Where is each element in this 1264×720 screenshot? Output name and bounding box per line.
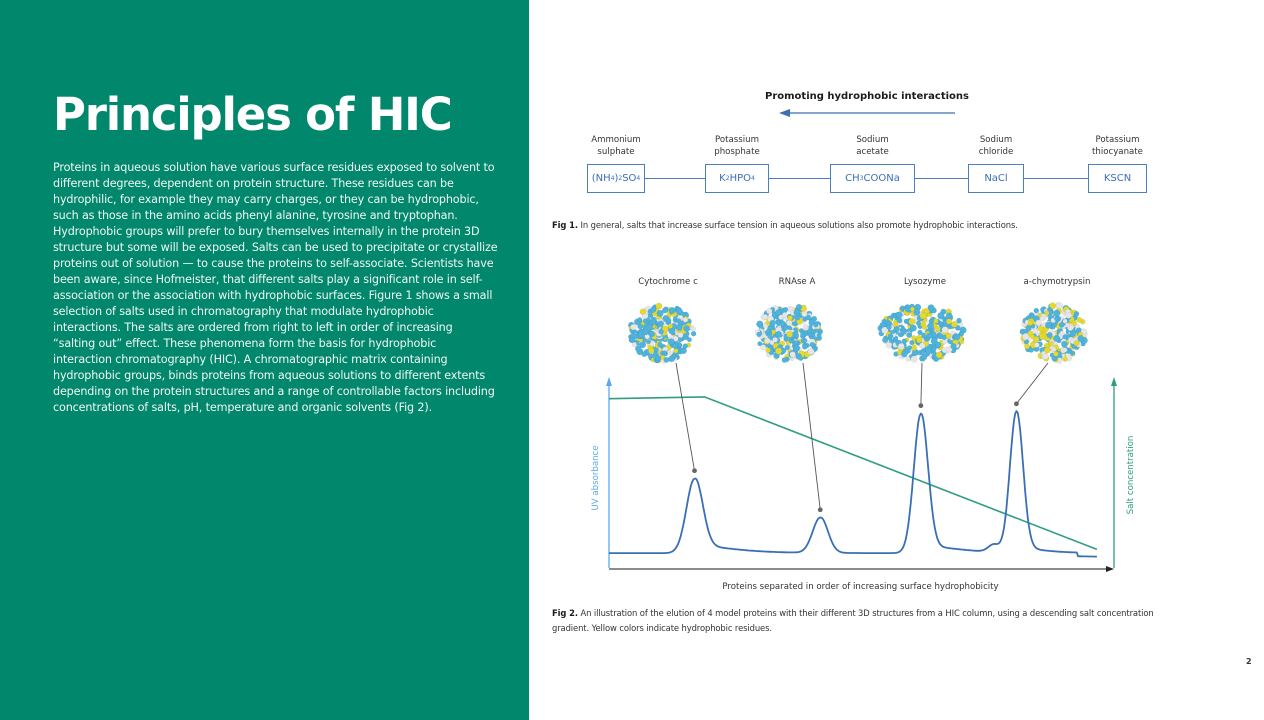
- uv-absorbance-trace: [609, 411, 1097, 556]
- residue-sphere: [668, 324, 673, 329]
- residue-sphere: [1078, 335, 1084, 341]
- fig1-title: Promoting hydrophobic interactions: [765, 91, 969, 102]
- residue-sphere: [946, 313, 952, 319]
- residue-sphere: [787, 331, 793, 337]
- residue-sphere: [766, 308, 772, 314]
- residue-sphere: [1072, 321, 1077, 326]
- residue-sphere: [655, 355, 661, 361]
- residue-sphere: [1070, 351, 1075, 356]
- leader-dot: [818, 507, 823, 512]
- protein-structure-4: [1020, 302, 1088, 363]
- residue-sphere: [678, 332, 684, 338]
- residue-sphere: [1054, 335, 1061, 342]
- residue-sphere: [1033, 328, 1038, 333]
- residue-sphere: [663, 351, 667, 355]
- formula-subscript: 4: [750, 175, 755, 182]
- residue-sphere: [687, 337, 692, 342]
- residue-sphere: [910, 325, 917, 332]
- fig1-caption-text: In general, salts that increase surface tension in aqueous solutions also promote hydrophobic interactions.: [577, 220, 1018, 230]
- residue-sphere: [1049, 341, 1054, 346]
- residue-sphere: [1060, 331, 1065, 336]
- leader-line: [921, 363, 922, 406]
- residue-sphere: [905, 307, 910, 312]
- formula-text: NaCl: [984, 173, 1008, 184]
- residue-sphere: [911, 356, 918, 363]
- fig2-caption: [552, 606, 1192, 636]
- residue-sphere: [775, 348, 782, 355]
- residue-sphere: [1056, 302, 1063, 309]
- residue-sphere: [898, 343, 904, 349]
- residue-sphere: [1070, 331, 1076, 337]
- formula-text: K: [719, 173, 726, 184]
- y-axis-label-salt: Salt concentration: [1126, 435, 1136, 515]
- residue-sphere: [660, 355, 664, 359]
- salt-name-line2: sulphate: [597, 147, 635, 157]
- residue-sphere: [925, 347, 932, 354]
- residue-sphere: [659, 329, 664, 334]
- residue-sphere: [916, 337, 922, 343]
- residue-sphere: [640, 342, 646, 348]
- residue-sphere: [1045, 311, 1050, 316]
- residue-sphere: [780, 320, 786, 326]
- residue-sphere: [1040, 316, 1045, 321]
- leader-dot: [918, 403, 923, 408]
- residue-sphere: [896, 312, 902, 318]
- residue-sphere: [666, 318, 671, 323]
- residue-sphere: [794, 345, 800, 351]
- residue-sphere: [646, 340, 650, 344]
- residue-sphere: [1068, 325, 1074, 331]
- residue-sphere: [630, 338, 635, 343]
- residue-sphere: [631, 324, 637, 330]
- formula-subscript: 4: [636, 175, 641, 182]
- x-axis-label: Proteins separated in order of increasing surface hydrophobicity: [722, 582, 999, 592]
- residue-sphere: [646, 324, 653, 331]
- residue-sphere: [782, 312, 787, 317]
- residue-sphere: [642, 352, 647, 357]
- residue-sphere: [946, 333, 951, 338]
- x-axis-arrow: [1106, 566, 1114, 572]
- residue-sphere: [770, 320, 776, 326]
- residue-sphere: [796, 353, 802, 359]
- residue-sphere: [766, 329, 770, 333]
- leader-dot: [1014, 401, 1019, 406]
- residue-sphere: [920, 313, 926, 319]
- residue-sphere: [649, 331, 655, 337]
- residue-sphere: [901, 351, 907, 357]
- residue-sphere: [794, 310, 800, 316]
- salt-name-line2: acetate: [856, 147, 889, 157]
- residue-sphere: [669, 307, 676, 314]
- formula-text: ): [614, 173, 619, 184]
- residue-sphere: [773, 337, 778, 342]
- residue-sphere: [807, 329, 812, 334]
- residue-sphere: [640, 309, 646, 315]
- residue-sphere: [1074, 340, 1080, 346]
- residue-sphere: [1052, 356, 1057, 361]
- salt-name-line2: chloride: [978, 147, 1014, 157]
- y-axis-salt-arrow: [1111, 377, 1117, 386]
- residue-sphere: [1030, 335, 1035, 340]
- residue-sphere: [1024, 344, 1029, 349]
- salt-name-line2: phosphate: [714, 147, 760, 157]
- residue-sphere: [1051, 347, 1056, 352]
- residue-sphere: [942, 327, 948, 333]
- residue-sphere: [1039, 333, 1045, 339]
- salt-name-line1: Potassium: [1095, 135, 1140, 145]
- residue-sphere: [803, 324, 808, 329]
- residue-sphere: [766, 348, 771, 353]
- residue-sphere: [683, 317, 688, 322]
- residue-sphere: [1034, 343, 1039, 348]
- protein-label: RNAse A: [778, 277, 816, 287]
- residue-sphere: [814, 323, 819, 328]
- residue-sphere: [1063, 357, 1068, 362]
- residue-sphere: [662, 308, 668, 314]
- residue-sphere: [1038, 326, 1044, 332]
- residue-sphere: [914, 309, 921, 316]
- residue-sphere: [691, 331, 696, 336]
- residue-sphere: [677, 325, 683, 331]
- residue-sphere: [1077, 317, 1082, 322]
- residue-sphere: [765, 338, 771, 344]
- residue-sphere: [911, 335, 916, 340]
- residue-sphere: [1047, 332, 1053, 338]
- fig2-caption-label: Fig 2.: [552, 608, 578, 618]
- residue-sphere: [934, 319, 939, 324]
- residue-sphere: [1035, 320, 1041, 326]
- leader-dot: [692, 468, 697, 473]
- protein-label: a-chymotrypsin: [1023, 277, 1091, 287]
- formula-text: HPO: [729, 173, 751, 184]
- residue-sphere: [684, 326, 690, 332]
- residue-sphere: [763, 324, 768, 329]
- protein-structure-1: [628, 303, 696, 363]
- residue-sphere: [919, 343, 925, 349]
- residue-sphere: [1054, 316, 1059, 321]
- salt-name-line1: Sodium: [856, 135, 889, 145]
- salt-name-line1: Ammonium: [591, 135, 641, 145]
- residue-sphere: [1074, 311, 1079, 316]
- residue-sphere: [902, 339, 907, 344]
- residue-sphere: [638, 324, 643, 329]
- residue-sphere: [801, 338, 807, 344]
- residue-sphere: [683, 344, 688, 349]
- residue-sphere: [888, 334, 893, 339]
- residue-sphere: [677, 309, 683, 315]
- formula-text: SO: [622, 173, 637, 184]
- residue-sphere: [808, 348, 814, 354]
- residue-sphere: [1061, 341, 1067, 347]
- residue-sphere: [901, 329, 907, 335]
- salt-name-line1: Potassium: [715, 135, 759, 145]
- formula-subscript: 2: [725, 175, 730, 182]
- residue-sphere: [1029, 348, 1034, 353]
- residue-sphere: [802, 344, 807, 349]
- formula-subscript: 3: [859, 175, 864, 182]
- residue-sphere: [1066, 312, 1072, 318]
- y-axis-label-uv: UV absorbance: [591, 445, 601, 511]
- residue-sphere: [954, 334, 960, 340]
- residue-sphere: [786, 320, 792, 326]
- body-text: Proteins in aqueous solution have various surface residues exposed to solvent to different degrees, dependent on protein structure. These residues can be hydrophilic, for example they may carry charges, or they can be hydrophobic, such as those in the amino acids phenyl alanine, tyrosine and tryptophan. Hydrophobic groups will prefer to bury themselves internally in the protein 3D structure but some will be exposed. Salts can be used to precipitate or crystallize proteins out of solution — to cause the proteins to self-associate. Scientists have been aware, since Hofmeister, that different salts play a significant role in self-association or the association with hydrophobic surfaces. Figure 1 shows a small selection of salts used in chromatography that modulate hydrophobic interactions. The salts are ordered from right to left in order of increasing “salting out” effect. These phenomena form the basis for hydrophobic interaction chromatography (HIC). A chromatographic matrix containing hydrophobic groups, binds proteins from aqueous solutions to different extents depending on the protein structures and a range of controllable factors including concentrations of salts, pH, temperature and organic solvents (Fig 2).: [53, 161, 498, 414]
- residue-sphere: [783, 307, 788, 312]
- residue-sphere: [763, 314, 768, 319]
- residue-sphere: [938, 313, 945, 320]
- residue-sphere: [658, 342, 663, 347]
- protein-label: Cytochrome c: [638, 277, 698, 287]
- residue-sphere: [927, 323, 933, 329]
- residue-sphere: [921, 350, 925, 354]
- residue-sphere: [910, 340, 915, 345]
- protein-structure-3: [878, 304, 967, 363]
- formula-subscript: 2: [618, 175, 623, 182]
- residue-sphere: [951, 343, 957, 349]
- residue-sphere: [935, 326, 940, 331]
- residue-sphere: [638, 317, 643, 322]
- page-title: Principles of HIC: [53, 88, 452, 141]
- residue-sphere: [632, 342, 637, 347]
- residue-sphere: [674, 349, 679, 354]
- residue-sphere: [907, 332, 912, 337]
- residue-sphere: [1053, 310, 1060, 317]
- residue-sphere: [677, 319, 682, 324]
- salt-name-line1: Sodium: [979, 135, 1013, 145]
- residue-sphere: [1063, 348, 1068, 353]
- residue-sphere: [886, 324, 891, 329]
- leader-line: [1016, 363, 1048, 404]
- residue-sphere: [907, 345, 912, 350]
- residue-sphere: [1028, 320, 1033, 325]
- formula-text: CH: [845, 173, 860, 184]
- formula-text: KSCN: [1103, 173, 1132, 184]
- residue-sphere: [802, 311, 808, 317]
- residue-sphere: [691, 327, 696, 332]
- residue-sphere: [1026, 325, 1031, 330]
- residue-sphere: [658, 321, 664, 327]
- residue-sphere: [897, 318, 903, 324]
- residue-sphere: [935, 342, 941, 348]
- protein-structure-2: [755, 304, 823, 363]
- formula-text: COONa: [863, 173, 900, 184]
- residue-sphere: [928, 305, 934, 311]
- residue-sphere: [760, 345, 766, 351]
- fig1-caption-label: Fig 1.: [552, 220, 578, 230]
- residue-sphere: [936, 352, 942, 358]
- residue-sphere: [668, 339, 675, 346]
- residue-sphere: [810, 342, 815, 347]
- fig2-caption-text: An illustration of the elution of 4 model proteins with their different 3D structures from a HIC column, using a descending salt concentration gradient. Yellow colors indicate hydrophobic residues.: [552, 608, 1154, 633]
- residue-sphere: [916, 321, 921, 326]
- residue-sphere: [790, 352, 796, 358]
- y-axis-uv-arrow: [606, 377, 612, 386]
- residue-sphere: [1042, 353, 1048, 359]
- residue-sphere: [951, 321, 957, 327]
- formula-subscript: 4: [610, 175, 615, 182]
- residue-sphere: [800, 332, 805, 337]
- formula-text: (NH: [591, 173, 611, 184]
- residue-sphere: [946, 319, 952, 325]
- residue-sphere: [796, 304, 802, 310]
- protein-label: Lysozyme: [903, 277, 947, 287]
- residue-sphere: [668, 356, 674, 362]
- residue-sphere: [956, 318, 961, 323]
- residue-sphere: [782, 357, 787, 362]
- residue-sphere: [1059, 322, 1064, 327]
- page-number: 2: [1246, 657, 1252, 666]
- residue-sphere: [757, 332, 762, 337]
- leader-line: [676, 363, 695, 471]
- residue-sphere: [1034, 308, 1039, 313]
- residue-sphere: [775, 310, 781, 316]
- residue-sphere: [1053, 351, 1058, 356]
- residue-sphere: [817, 333, 822, 338]
- residue-sphere: [788, 315, 793, 320]
- residue-sphere: [775, 331, 781, 337]
- residue-sphere: [909, 318, 916, 325]
- residue-sphere: [906, 357, 911, 362]
- salt-name-line2: thiocyanate: [1092, 147, 1143, 157]
- residue-sphere: [926, 333, 932, 339]
- residue-sphere: [651, 307, 657, 313]
- residue-sphere: [886, 342, 892, 348]
- residue-sphere: [1045, 322, 1052, 329]
